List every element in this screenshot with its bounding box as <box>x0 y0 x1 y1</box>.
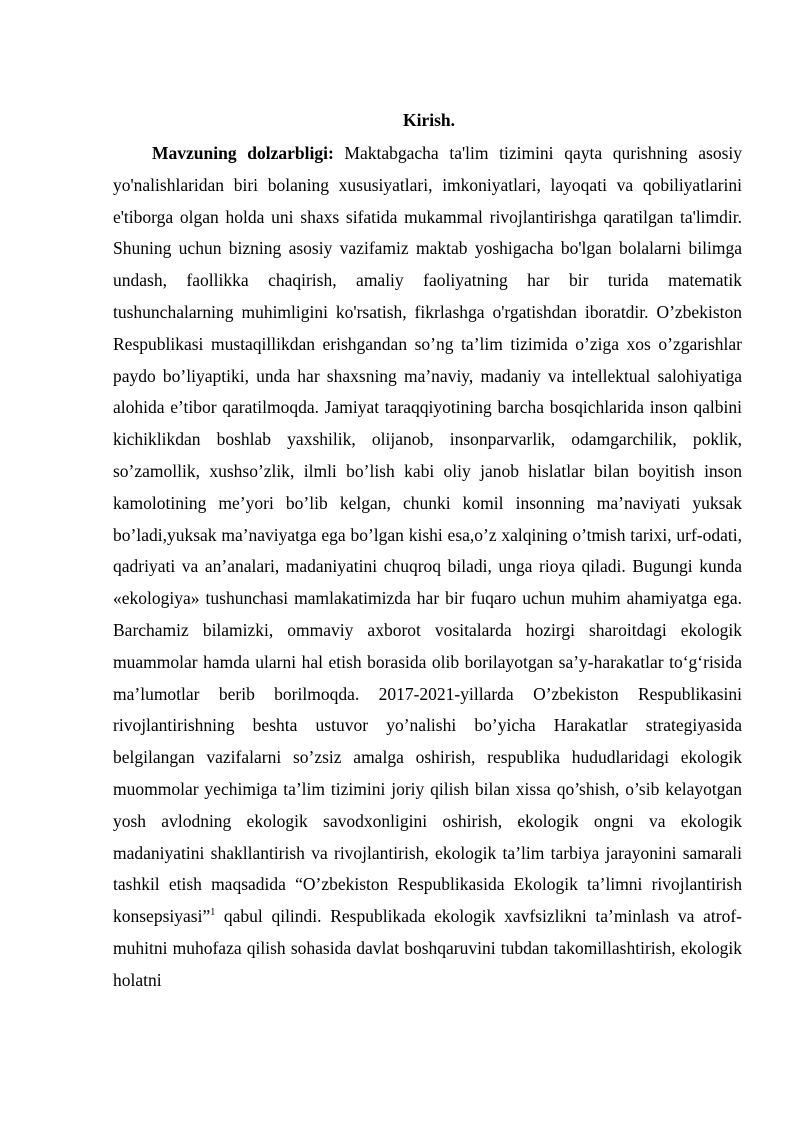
page-title: Kirish. <box>402 110 456 130</box>
body-text <box>113 138 742 997</box>
section-heading: Mavzuning dolzarbligi: <box>152 143 334 163</box>
paragraph-text: Maktabgacha ta'lim tizimini qayta qurishning asosiy yo'nalishlaridan biri bolaning xususiyatlari, imkoniyatlari, layoqati va qobiliyatlarini e'tiborga olgan holda uni shaxs sifatida mukammal rivojlantirishga qaratilgan ta'limdir. Shuning uchun bizning asosiy vazifamiz maktab yoshigacha bo'lgan bolalarni bilimga undash, faollikka chaqirish, amaliy faoliyatning har bir turida matematik tushunchalarning muhimligini ko'rsatish, fikrlashga o'rgatishdan iboratdir. O’zbekiston Respublikasi mustaqillikdan erishgandan so’ng ta’lim tizimida o’ziga xos o’zgarishlar paydo bo’liyaptiki, unda har shaxsning ma’naviy, madaniy va intellektual salohiyatiga alohida e’tibor qaratilmoqda. Jamiyat taraqqiyotining barcha bosqichlarida inson qalbini kichiklikdan boshlab yaxshilik, olijanob, insonparvarlik, odamgarchilik, poklik, so’zamollik, xushso’zlik, ilmli bo’lish kabi oliy janob hislatlar bilan boyitish inson kamolotining me’yori bo’lib kelgan, chunki komil insonning ma’naviyati yuksak bo’ladi,yuksak ma’naviyatga ega bo’lgan kishi esa,o’z xalqining o’tmish tarixi, urf-odati, qadriyati va an’analari, madaniyatini chuqroq biladi, unga rioya qiladi. Bugungi kunda «ekologiya» tushunchasi mamlakatimizda har bir fuqaro uchun muhim ahamiyatga ega. Barchamiz bilamizki, ommaviy axborot vositalarda hozirgi sharoitdagi ekologik muammolar hamda ularni hal etish borasida olib borilayotgan sa’y-harakatlar to‘g‘risida ma’lumotlar berib borilmoqda. 2017-2021-yillarda O’zbekiston Respublikasini rivojlantirishning beshta ustuvor yo’nalishi bo’yicha Harakatlar strategiyasida belgilangan vazifalarni so’zsiz amalga oshirish, respublika hududlaridagi ekologik muommolar yechimiga ta’lim tizimini joriy qilish bilan xissa qo’shish, o’sib kelayotgan yosh avlodning ekologik savodxonligini oshirish, ekologik ongni va ekologik madaniyatini shakllantirish va rivojlantirish, ekologik ta’lim tarbiya jarayonini samarali tashkil etish maqsadida “O’zbekiston Respublikasida Ekologik ta’limni rivojlantirish konsepsiyasi” <box>113 143 743 927</box>
paragraph <box>113 138 742 997</box>
footnote-reference[interactable]: 1 <box>210 907 216 919</box>
paragraph-text-continued: qabul qilindi. Respublikada ekologik xavfsizlikni ta’minlash va atrof-muhitni muhofaza qilish sohasida davlat boshqaruvini tubdan takomillashtirish, ekologik holatni <box>113 906 742 990</box>
